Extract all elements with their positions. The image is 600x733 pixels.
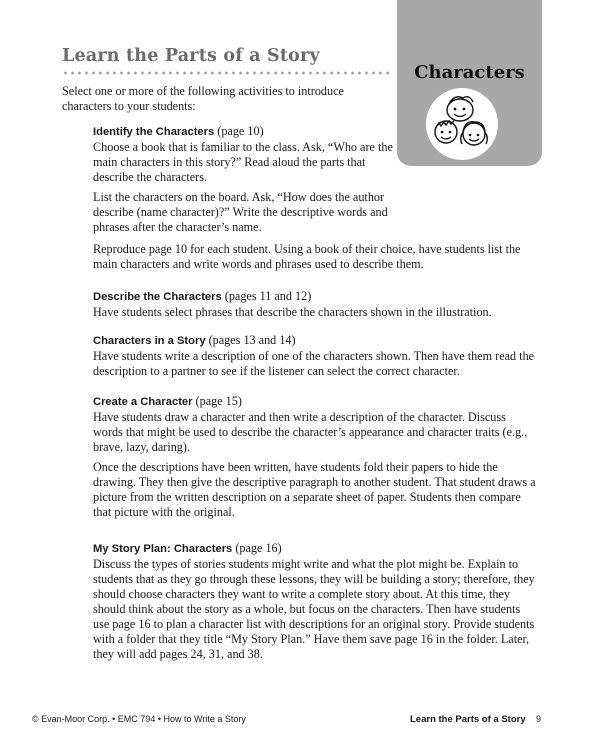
activity-describe: [93, 289, 538, 320]
activity-characters-in-story: [93, 333, 538, 379]
activity-paragraph: Have students draw a character and then write a description of the character. Discuss words that might be used to describe the character’s appearance and character traits (e.g., brave, lazy, daring).: [93, 410, 528, 454]
footer-section-title: Learn the Parts of a Story: [410, 714, 526, 725]
activity-pages: (pages 11 and 12): [224, 289, 312, 303]
activity-create-character: [93, 394, 538, 455]
activity-paragraph: Once the descriptions have been written, have students fold their papers to hide the drawing. They then give the descriptive paragraph to another student. That student draws a picture from the written description on a separate sheet of paper. Students then compare that picture with the original.: [93, 460, 536, 519]
dotted-divider: [62, 71, 392, 75]
activity-heading: Create a Character: [93, 396, 193, 408]
footer-copyright: © Evan-Moor Corp. • EMC 794 • How to Write a Story: [32, 714, 246, 724]
activity-paragraph: Have students select phrases that describe the characters shown in the illustration.: [93, 305, 492, 319]
section-title: Learn the Parts of a Story: [62, 46, 320, 66]
activity-paragraph: Discuss the types of stories students might write and what the plot might be. Explain to students that as they go through these lessons, they will be building a story; therefore, they should choose characters they want to write a complete story about. At this time, they should think about the story as a whole, but focus on the characters. Then have students use page 16 to plan a character list with descriptions for an original story. Provide students with a folder that they title “My Story Plan.” Have them save page 16 in the folder. Later, they will add pages 24, 31, and 38.: [93, 557, 535, 661]
activity-pages: (pages 13 and 14): [208, 333, 296, 347]
page-number: 9: [536, 714, 542, 724]
activity-pages: (page 10): [217, 124, 264, 138]
kids-faces-icon: [426, 88, 498, 160]
activity-story-plan: [93, 541, 538, 662]
activity-heading: Describe the Characters: [93, 291, 222, 303]
activity-heading: My Story Plan: Characters: [93, 543, 233, 555]
badge-title: Characters: [414, 62, 525, 83]
intro-text: Select one or more of the following activities to introduce characters to your students:: [62, 84, 344, 113]
activity-pages: (page 15): [195, 394, 242, 408]
activity-paragraph: Have students write a description of one of the characters shown. Then have them read the description to a partner to see if the listener can select the correct character.: [93, 349, 535, 378]
activity-paragraph: List the characters on the board. Ask, “How does the author describe (name character)?” Write the descriptive words and phrases after the character’s name.: [93, 190, 388, 234]
activity-paragraph: Choose a book that is familiar to the class. Ask, “Who are the main characters in this story?” Read aloud the parts that describe the characters.: [93, 140, 393, 184]
activity-pages: (page 16): [235, 541, 282, 555]
characters-illustration: [426, 88, 498, 160]
activity-heading: Identify the Characters: [93, 126, 215, 138]
activity-identify: [93, 124, 393, 185]
activity-heading: Characters in a Story: [93, 335, 206, 347]
activity-paragraph: Reproduce page 10 for each student. Using a book of their choice, have students list the main characters and write words and phrases used to describe them.: [93, 242, 521, 271]
